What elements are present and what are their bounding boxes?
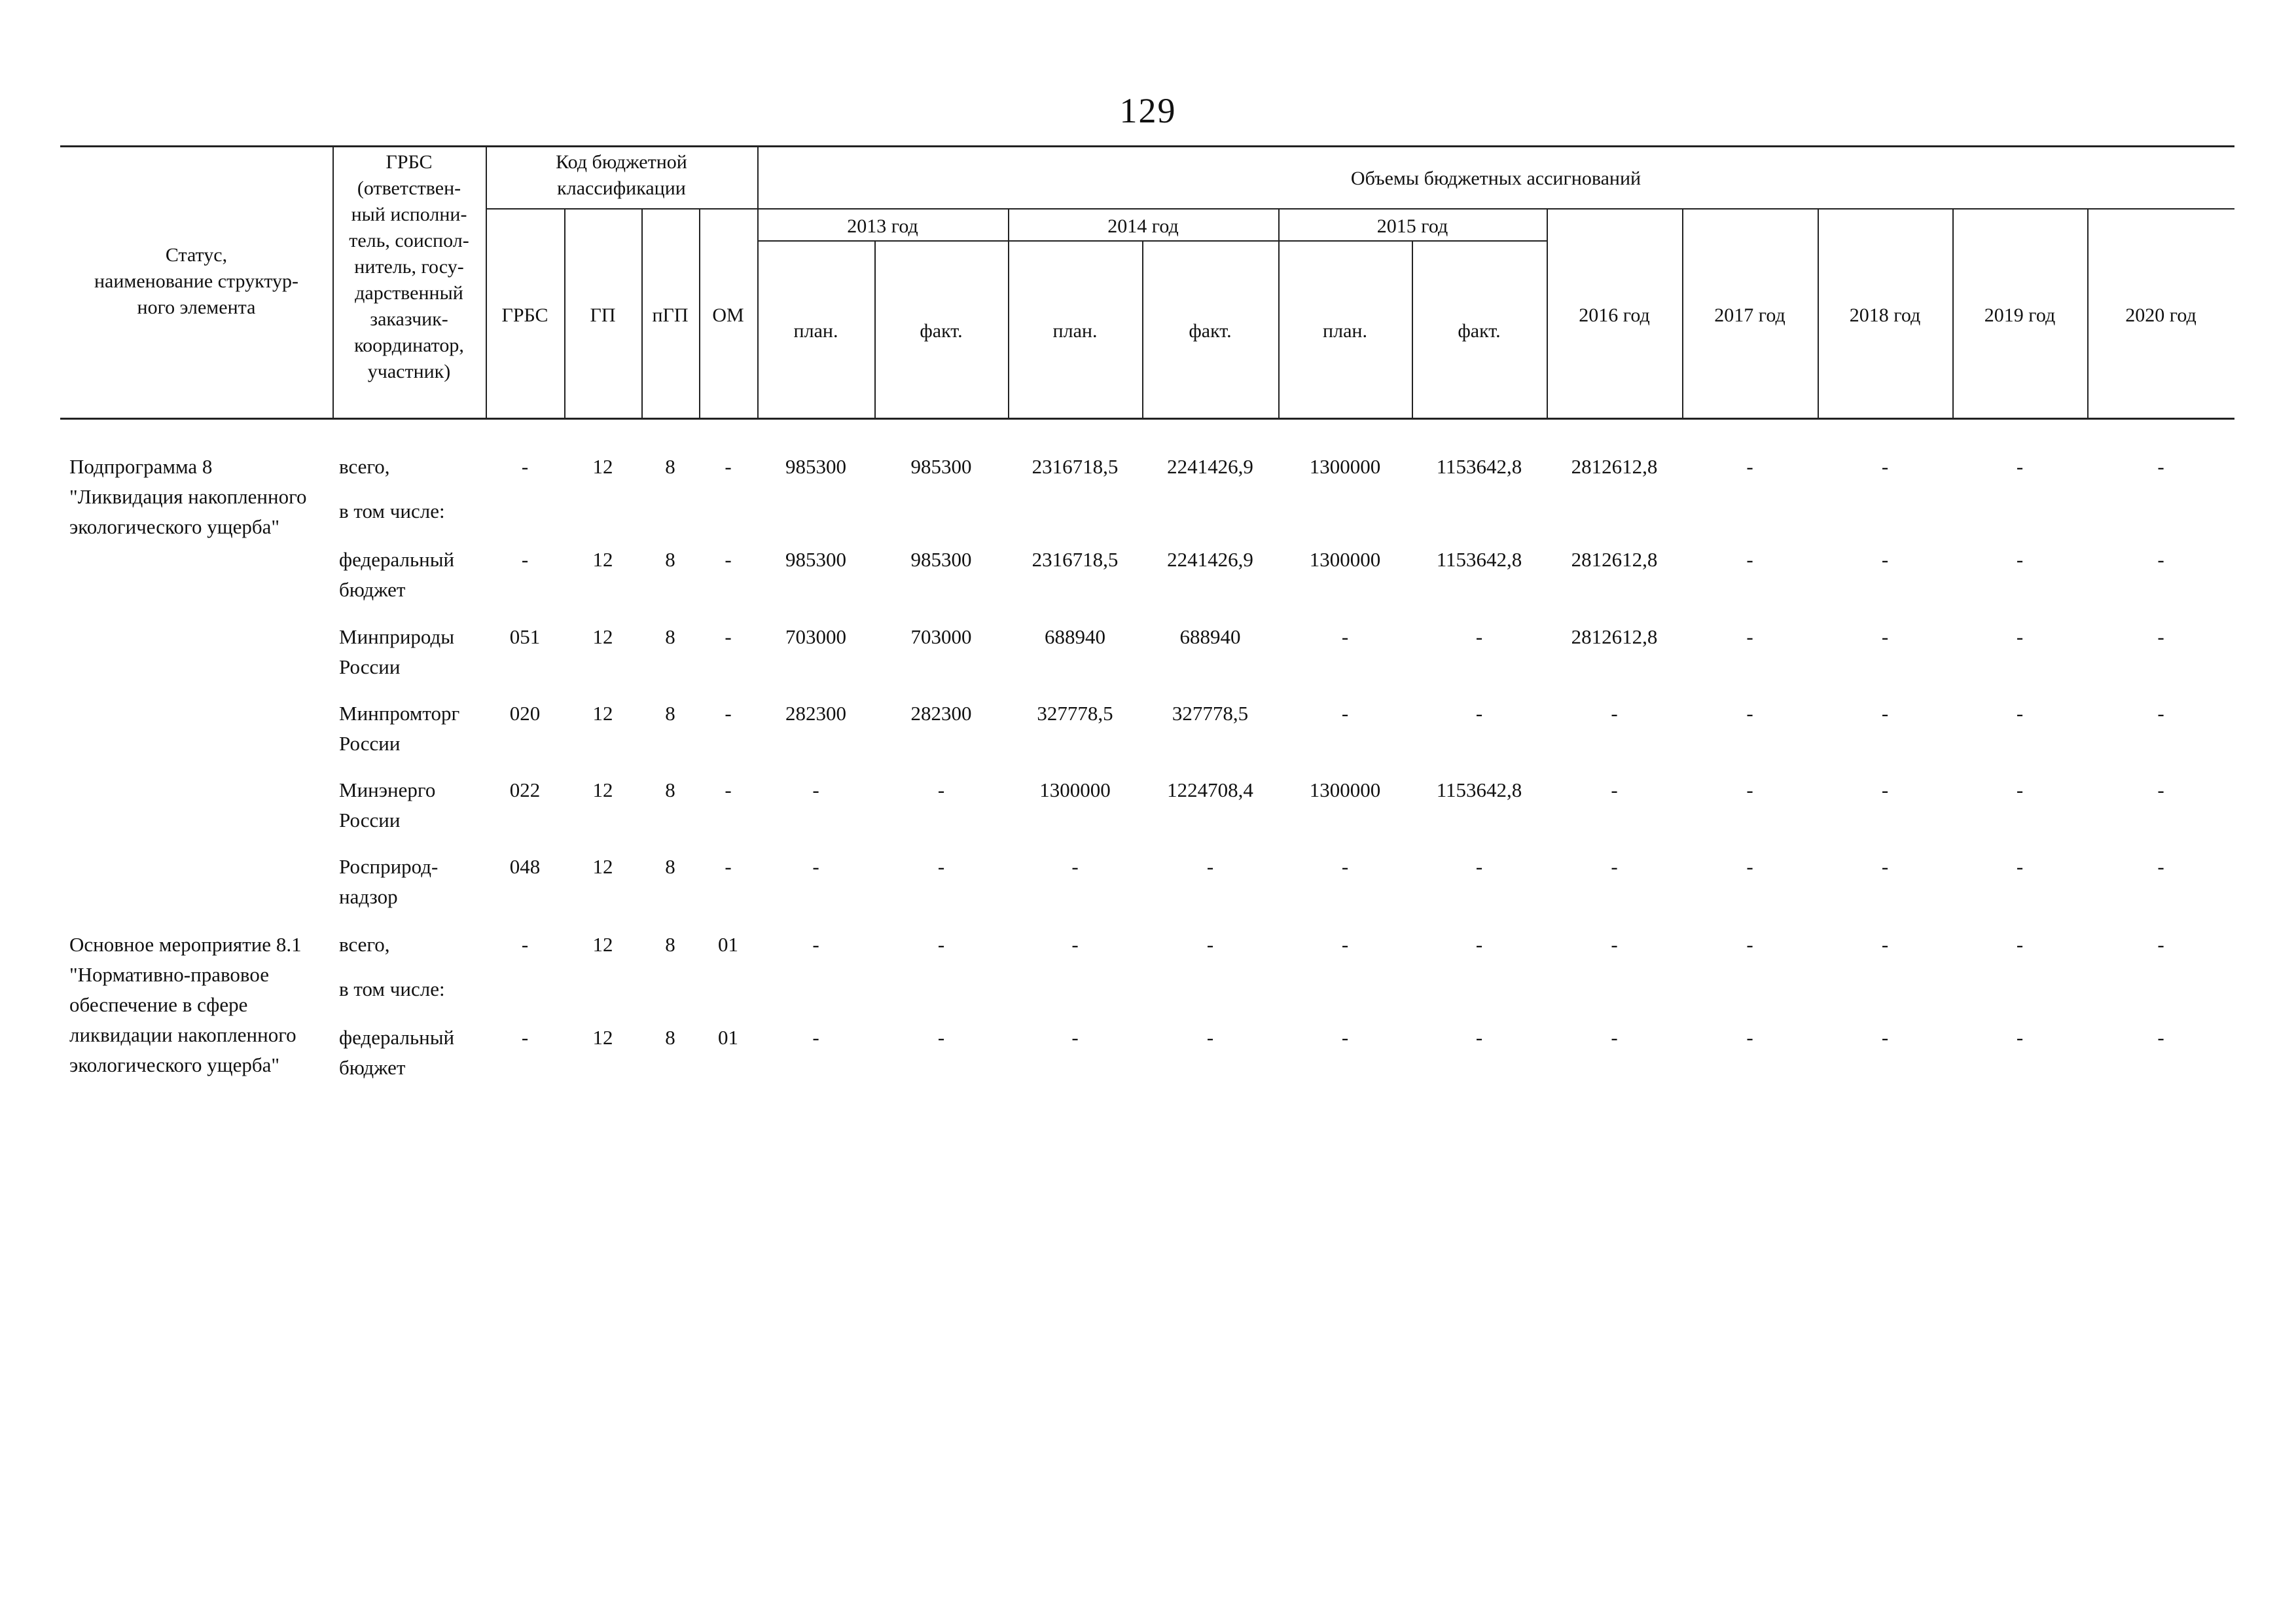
row-kbk-om: - <box>725 548 732 571</box>
header-status-line: ного элемента <box>137 297 256 318</box>
row-kbk-pgp: 8 <box>665 702 675 725</box>
row-value: - <box>1746 1026 1753 1049</box>
row-label: Минпромторг <box>339 702 460 725</box>
status-text: "Ликвидация накопленного <box>69 485 307 508</box>
row-kbk-om: - <box>725 455 732 478</box>
header-grbs-line: координатор, <box>354 335 464 356</box>
row-kbk-gp: 12 <box>592 548 613 571</box>
row-value: - <box>2157 455 2164 478</box>
header-grbs-line: дарственный <box>355 282 463 304</box>
row-value: 1300000 <box>1309 778 1381 801</box>
row-value: 2316718,5 <box>1031 455 1119 478</box>
row-value: - <box>1341 702 1349 725</box>
header-top-rule <box>60 145 2234 147</box>
row-kbk-grbs: 020 <box>509 702 541 725</box>
row-label: России <box>339 809 401 831</box>
row-value: - <box>1341 625 1349 648</box>
row-kbk-gp: 12 <box>592 1026 613 1049</box>
row-value: 985300 <box>785 455 846 478</box>
status-text: обеспечение в сфере <box>69 993 248 1016</box>
row-value: 1300000 <box>1039 778 1111 801</box>
row-value: - <box>1475 1026 1483 1049</box>
row-value: 703000 <box>785 625 846 648</box>
row-label: бюджет <box>339 1056 406 1079</box>
row-value: - <box>1881 548 1889 571</box>
row-value: 1300000 <box>1309 548 1381 571</box>
row-kbk-om: - <box>725 778 732 801</box>
col-divider-split-2 <box>1008 208 1009 418</box>
header-kbk-col: ГП <box>590 304 616 326</box>
row-kbk-pgp: 8 <box>665 625 675 648</box>
header-status-line: Статус, <box>165 244 228 266</box>
header-grbs-line: ГРБС <box>386 151 433 173</box>
row-kbk-pgp: 8 <box>665 1026 675 1049</box>
status-text: "Нормативно-правовое <box>69 963 269 986</box>
header-volumes: Объемы бюджетных ассигнований <box>1350 168 1641 189</box>
header-plan: план. <box>1052 320 1098 342</box>
row-kbk-om: 01 <box>718 933 738 956</box>
row-value: - <box>1341 855 1349 878</box>
row-kbk-grbs: - <box>521 933 529 956</box>
row-value: 1153642,8 <box>1436 455 1522 478</box>
row-label: в том числе: <box>339 977 445 1000</box>
row-value: 688940 <box>1045 625 1105 648</box>
row-label: Росприрод- <box>339 855 439 878</box>
row-label: всего, <box>339 933 390 956</box>
row-value: - <box>2157 702 2164 725</box>
header-grbs-line: (ответствен- <box>357 177 461 199</box>
row-label: Минэнерго <box>339 778 436 801</box>
row-value: 282300 <box>785 702 846 725</box>
row-kbk-om: - <box>725 855 732 878</box>
row-value: 1153642,8 <box>1436 548 1522 571</box>
row-value: - <box>1475 855 1483 878</box>
row-label: Минприроды <box>339 625 455 648</box>
header-year: 2018 год <box>1849 304 1921 326</box>
status-text: экологического ущерба" <box>69 515 280 538</box>
row-value: - <box>2157 625 2164 648</box>
row-kbk-gp: 12 <box>592 778 613 801</box>
row-value: - <box>1206 933 1214 956</box>
row-kbk-grbs: 051 <box>509 625 541 648</box>
row-value: - <box>812 1026 819 1049</box>
row-kbk-gp: 12 <box>592 455 613 478</box>
header-bottom-rule <box>60 418 2234 420</box>
row-label: федеральный <box>339 548 455 571</box>
row-value: 282300 <box>910 702 972 725</box>
header-kbk-col: ГРБС <box>501 304 548 326</box>
col-divider-split-4 <box>1278 208 1280 418</box>
row-kbk-om: 01 <box>718 1026 738 1049</box>
row-kbk-gp: 12 <box>592 855 613 878</box>
row-value: - <box>1881 933 1889 956</box>
header-grbs-line: тель, соиспол- <box>349 230 469 251</box>
row-value: - <box>1071 1026 1079 1049</box>
row-value: - <box>2157 1026 2164 1049</box>
row-value: - <box>1341 1026 1349 1049</box>
row-value: - <box>1746 778 1753 801</box>
row-kbk-gp: 12 <box>592 702 613 725</box>
row-value: - <box>1881 1026 1889 1049</box>
row-value: - <box>1611 855 1618 878</box>
row-value: - <box>1881 625 1889 648</box>
row-value: - <box>1746 548 1753 571</box>
row-value: - <box>1881 702 1889 725</box>
header-year: 2015 год <box>1376 215 1448 237</box>
row-value: - <box>2157 855 2164 878</box>
header-year: 2016 год <box>1579 304 1650 326</box>
row-value: - <box>1746 702 1753 725</box>
row-label: федеральный <box>339 1026 455 1049</box>
row-value: - <box>1341 933 1349 956</box>
row-value: - <box>1881 455 1889 478</box>
row-value: - <box>937 933 945 956</box>
header-year: 2013 год <box>847 215 918 237</box>
row-value: 2241426,9 <box>1167 455 1253 478</box>
row-value: - <box>2157 778 2164 801</box>
header-grbs-line: участник) <box>367 361 451 382</box>
header-kbk-col: ОМ <box>712 304 744 326</box>
header-kbk-line: классификации <box>557 177 686 199</box>
row-value: - <box>812 933 819 956</box>
row-label: надзор <box>339 885 398 908</box>
row-value: - <box>2157 548 2164 571</box>
row-value: - <box>1881 855 1889 878</box>
row-value: - <box>1071 933 1079 956</box>
header-kbk-col: пГП <box>652 304 689 326</box>
row-kbk-pgp: 8 <box>665 855 675 878</box>
row-kbk-pgp: 8 <box>665 933 675 956</box>
header-grbs-line: заказчик- <box>370 308 448 330</box>
row-value: 985300 <box>910 548 972 571</box>
row-value: - <box>1475 702 1483 725</box>
row-value: - <box>1611 1026 1618 1049</box>
row-kbk-pgp: 8 <box>665 548 675 571</box>
row-kbk-grbs: - <box>521 548 529 571</box>
row-value: - <box>1206 1026 1214 1049</box>
row-value: - <box>937 1026 945 1049</box>
header-year: 2014 год <box>1107 215 1179 237</box>
header-fact: факт. <box>920 320 963 342</box>
row-value: - <box>2016 548 2024 571</box>
row-value: - <box>1746 933 1753 956</box>
header-plan: план. <box>793 320 838 342</box>
row-kbk-grbs: - <box>521 455 529 478</box>
header-grbs-line: ный исполни- <box>351 204 467 225</box>
row-value: - <box>2016 778 2024 801</box>
row-value: - <box>1475 933 1483 956</box>
row-value: - <box>1881 778 1889 801</box>
header-kbk-line: Код бюджетной <box>556 151 687 173</box>
header-fact: факт. <box>1189 320 1232 342</box>
row-value: - <box>1746 625 1753 648</box>
row-value: 1153642,8 <box>1436 778 1522 801</box>
row-value: 688940 <box>1179 625 1241 648</box>
status-text: Основное мероприятие 8.1 <box>69 933 302 956</box>
row-value: 2812612,8 <box>1571 548 1658 571</box>
row-value: - <box>1746 455 1753 478</box>
row-kbk-gp: 12 <box>592 625 613 648</box>
status-text: ликвидации накопленного <box>69 1023 296 1046</box>
row-kbk-grbs: 048 <box>509 855 541 878</box>
row-value: - <box>2016 625 2024 648</box>
row-value: - <box>1611 778 1618 801</box>
header-status-line: наименование структур- <box>94 270 299 292</box>
row-value: - <box>1611 702 1618 725</box>
row-value: - <box>2016 1026 2024 1049</box>
row-kbk-om: - <box>725 702 732 725</box>
row-label: России <box>339 732 401 755</box>
row-kbk-grbs: 022 <box>509 778 541 801</box>
header-rule-1 <box>486 208 2234 210</box>
row-value: 703000 <box>910 625 972 648</box>
row-value: - <box>1475 625 1483 648</box>
row-kbk-grbs: - <box>521 1026 529 1049</box>
header-plan: план. <box>1323 320 1367 342</box>
row-label: бюджет <box>339 578 406 601</box>
row-value: - <box>2016 855 2024 878</box>
row-value: - <box>812 855 819 878</box>
row-value: 2316718,5 <box>1031 548 1119 571</box>
row-label: в том числе: <box>339 500 445 522</box>
header-year: 2017 год <box>1714 304 1785 326</box>
row-value: 1224708,4 <box>1167 778 1253 801</box>
row-value: 1300000 <box>1309 455 1381 478</box>
row-kbk-om: - <box>725 625 732 648</box>
row-value: 2812612,8 <box>1571 455 1658 478</box>
row-label: всего, <box>339 455 390 478</box>
row-value: - <box>1746 855 1753 878</box>
row-value: 2812612,8 <box>1571 625 1658 648</box>
row-value: 327778,5 <box>1172 702 1249 725</box>
row-value: - <box>2016 455 2024 478</box>
row-value: - <box>812 778 819 801</box>
status-text: Подпрограмма 8 <box>69 455 213 478</box>
row-value: 2241426,9 <box>1167 548 1253 571</box>
row-value: - <box>1206 855 1214 878</box>
row-kbk-pgp: 8 <box>665 455 675 478</box>
header-year: 2019 год <box>1984 304 2056 326</box>
row-value: - <box>937 855 945 878</box>
row-kbk-pgp: 8 <box>665 778 675 801</box>
row-kbk-gp: 12 <box>592 933 613 956</box>
row-value: - <box>2157 933 2164 956</box>
row-value: - <box>2016 933 2024 956</box>
row-value: 985300 <box>785 548 846 571</box>
row-value: - <box>2016 702 2024 725</box>
header-grbs-line: нитель, госу- <box>354 256 464 278</box>
row-value: - <box>1071 855 1079 878</box>
status-text: экологического ущерба" <box>69 1053 280 1076</box>
page-number: 129 <box>1119 91 1177 130</box>
row-label: России <box>339 655 401 678</box>
row-value: 327778,5 <box>1037 702 1113 725</box>
row-value: - <box>1611 933 1618 956</box>
row-value: - <box>937 778 945 801</box>
header-year: 2020 год <box>2125 304 2197 326</box>
row-value: 985300 <box>910 455 972 478</box>
header-fact: факт. <box>1458 320 1501 342</box>
